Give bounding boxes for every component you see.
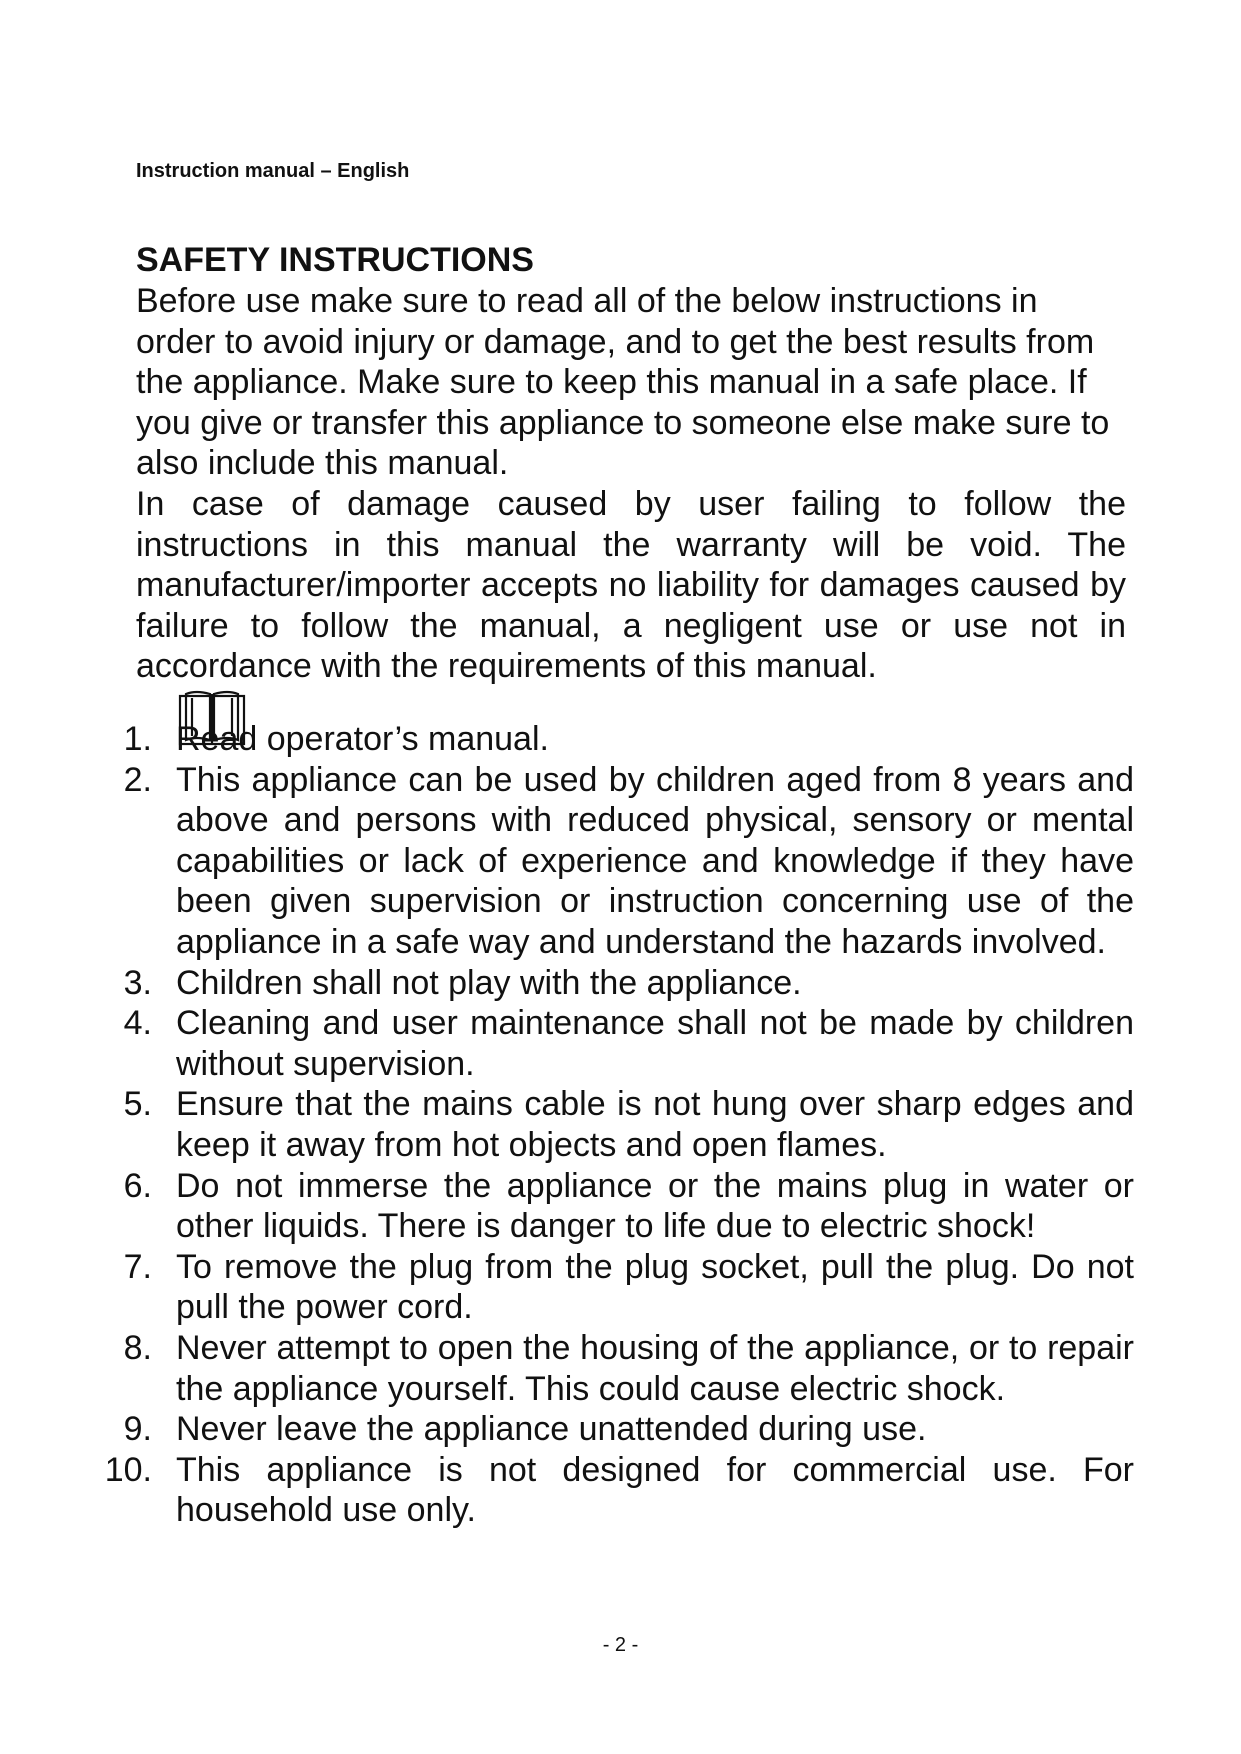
intro-paragraph-2: In case of damage caused by user failing to follow the instructions in this manual the warranty will be void. The manufacturer/importer accepts no liability for damages caused by failure to follow the manual, a negligent use or use not in accordance with the requirements of this manual. [136,484,1126,686]
list-item [0,1084,1134,1165]
item-number: 4. [123,1004,152,1043]
page-number: - 2 - [602,1634,639,1656]
list-item [0,1003,1134,1084]
item-number: 7. [123,1247,152,1286]
document-header: Instruction manual – English [136,160,410,182]
safety-instructions-list [0,719,1241,1531]
item-number: 3. [123,963,152,1002]
item-number: 5. [123,1085,152,1124]
intro-text [136,281,1126,687]
item-number: 1. [123,720,152,758]
intro-paragraph-1: Before use make sure to read all of the below instructions in order to avoid injury or damage, and to get the best results from the appliance. Make sure to keep this manual in a safe place. If you give or transfer this appliance to someone else make sure to also include this manual. [136,282,1110,483]
item-number: 6. [123,1166,152,1205]
item-text: This appliance is not designed for commercial use. For household use only. [176,1450,1134,1530]
item-text: Read operator’s manual. [176,720,549,758]
item-number: 2. [123,760,152,799]
item-text: Cleaning and user maintenance shall not be made by children without supervision. [176,1004,1134,1083]
list-item [0,963,1134,1004]
list-item [0,1166,1134,1247]
item-number: 9. [123,1410,152,1449]
list-item [0,760,1134,963]
item-text: Ensure that the mains cable is not hung over sharp edges and keep it away from hot objects and open flames. [176,1085,1134,1164]
section-title: SAFETY INSTRUCTIONS [136,241,534,279]
item-text: This appliance can be used by children aged from 8 years and above and persons with reduced physical, sensory or mental capabilities or lack of experience and knowledge if they have been given supervision or instruction concerning use of the appliance in a safe way and understand the hazards involved. [176,760,1134,961]
item-text: To remove the plug from the plug socket, pull the plug. Do not pull the power cord. [176,1247,1134,1327]
list-item [0,1409,1134,1450]
item-text: Do not immerse the appliance or the mains plug in water or other liquids. There is danger to life due to electric shock! [176,1166,1134,1246]
item-number: 8. [123,1328,152,1367]
list-item [0,1328,1134,1409]
item-text: Children shall not play with the appliance. [176,963,802,1002]
list-item [0,1247,1134,1328]
item-text: Never attempt to open the housing of the appliance, or to repair the appliance yourself. This could cause electric shock. [176,1328,1134,1408]
list-item [0,1450,1134,1531]
list-item [0,719,1134,760]
item-number: 10. [104,1450,152,1489]
item-text: Never leave the appliance unattended during use. [176,1410,927,1449]
